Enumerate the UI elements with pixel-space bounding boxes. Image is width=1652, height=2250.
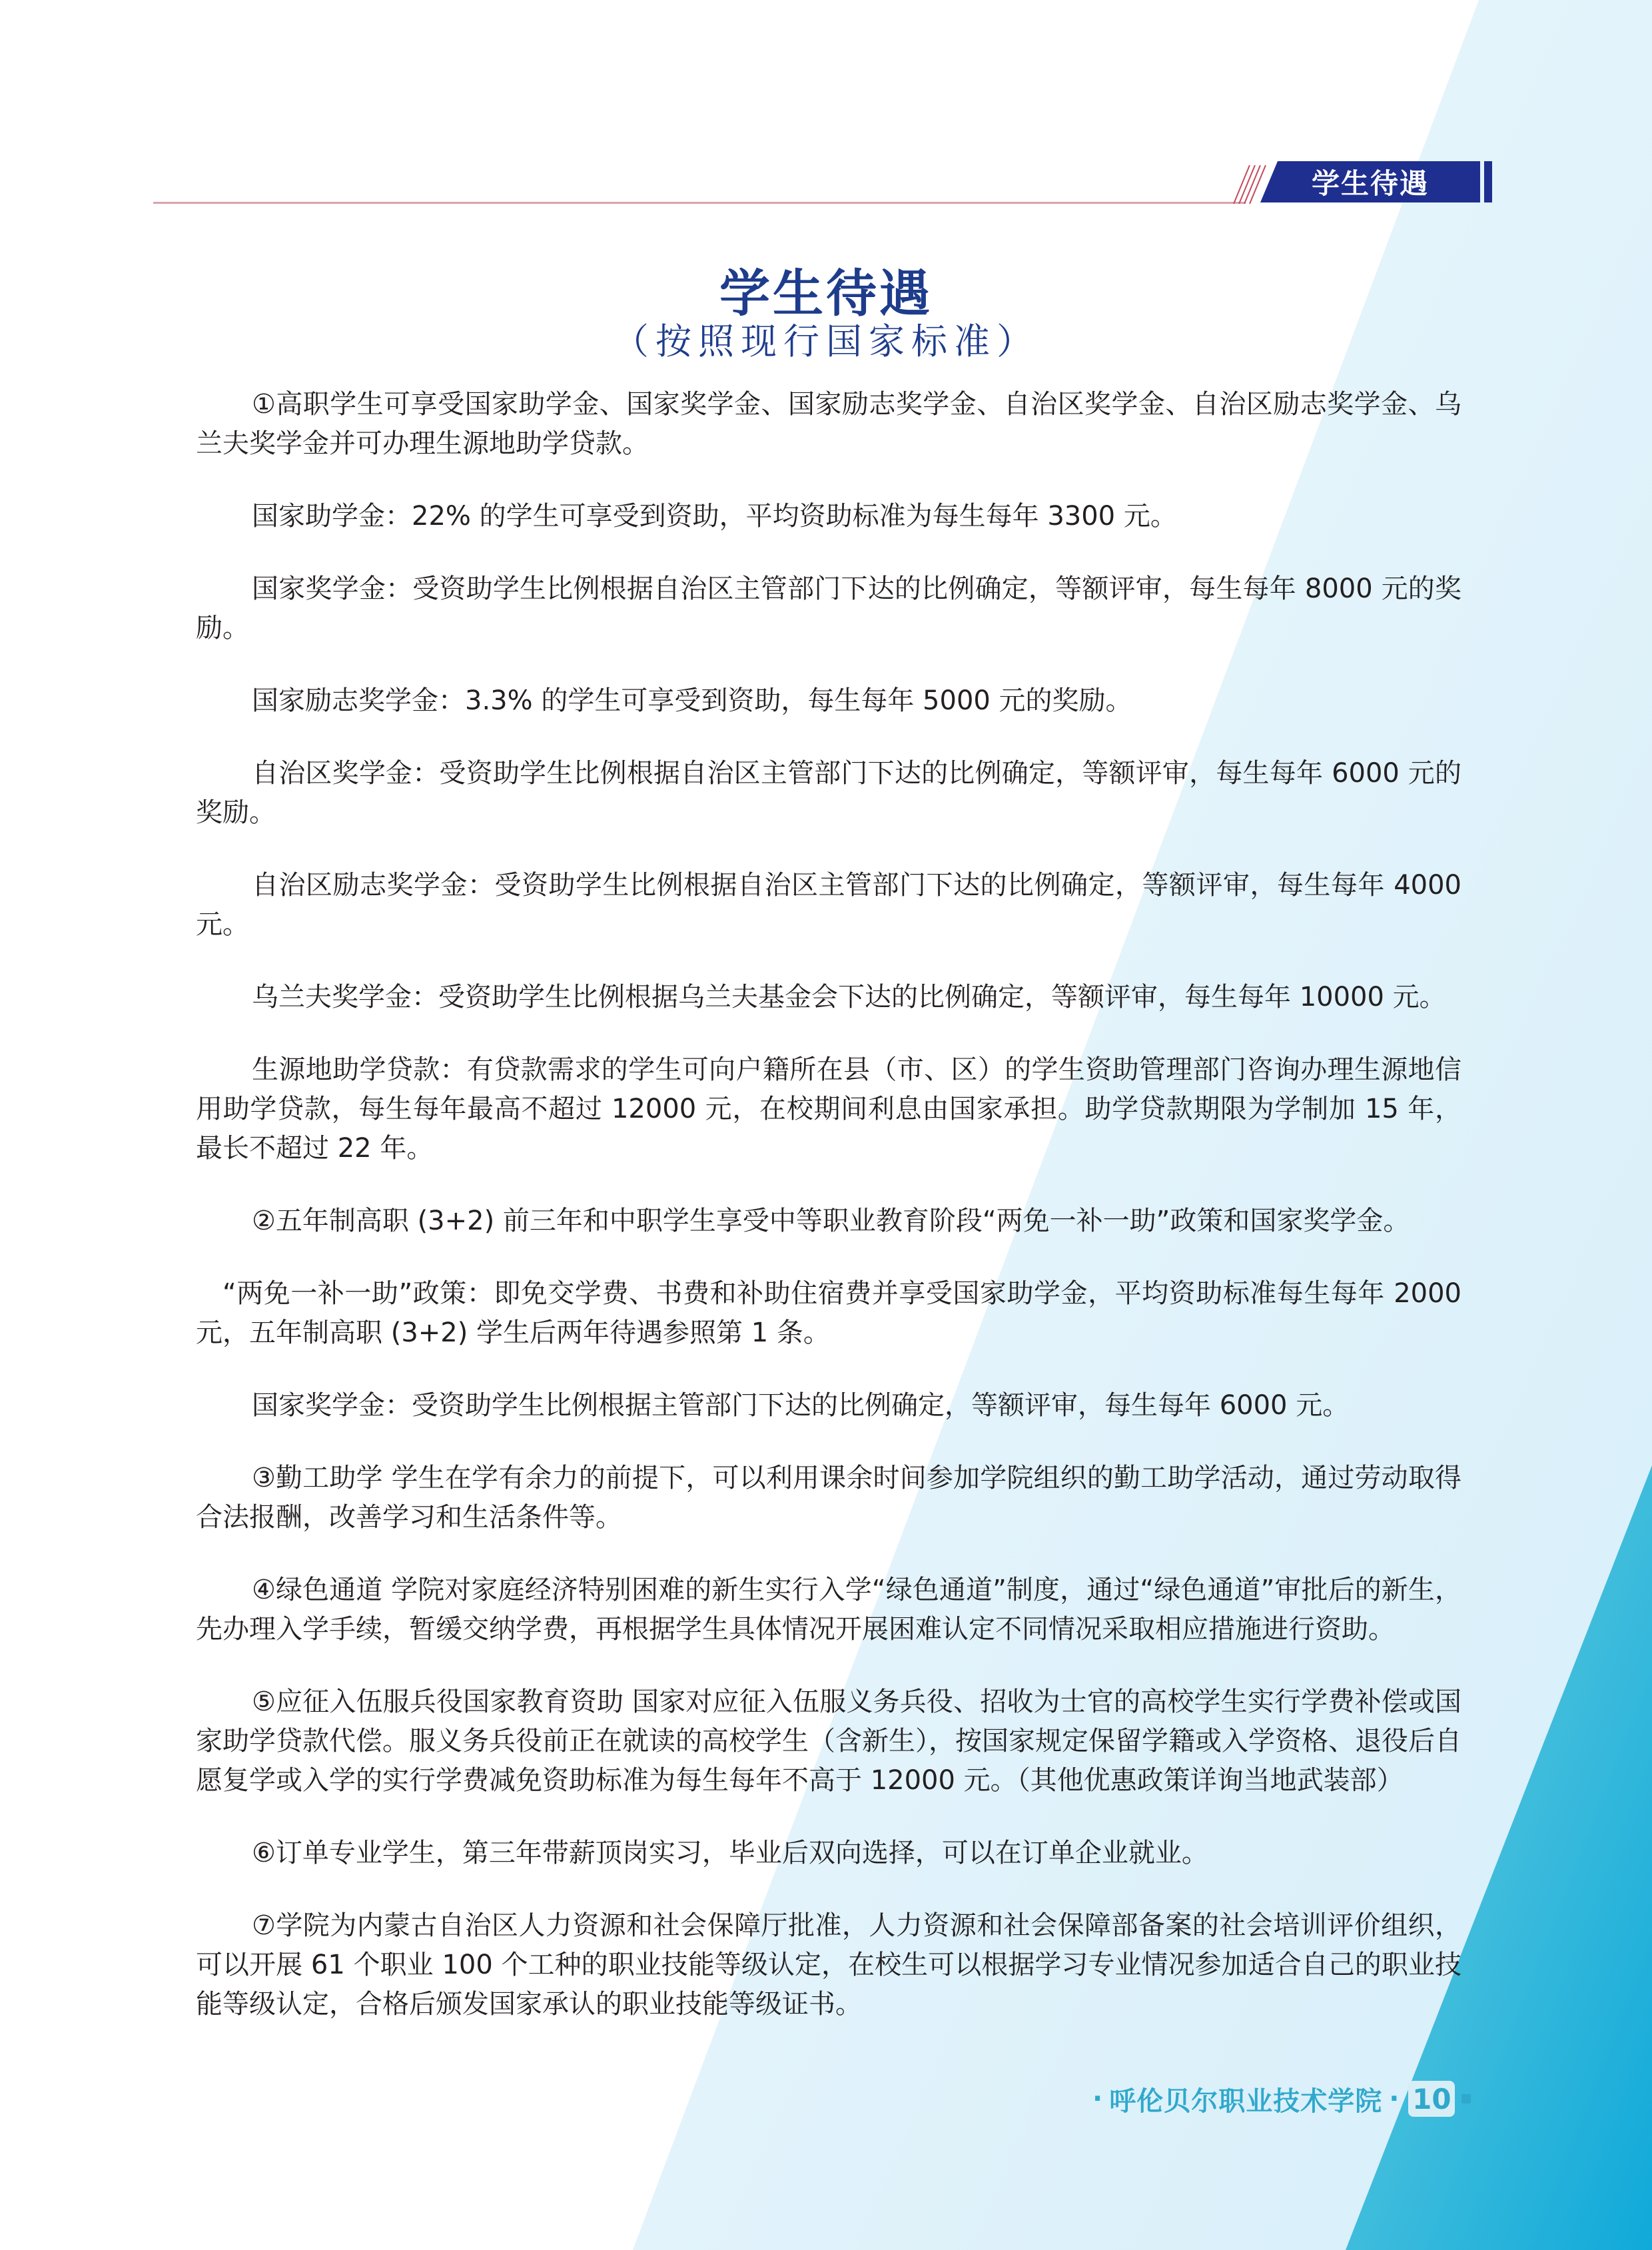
- paragraph-14: ⑤应征入伍服兵役国家教育资助 国家对应征入伍服义务兵役、招收为士官的高校学生实行学费补偿或国家助学贷款代偿。服义务兵役前正在就读的高校学生（含新生），按国家规定保留学籍或入学资格、退役后自愿复学或入学的实行学费减免资助标准为每生每年不高于 12000 元。（其他优惠政策详询当地武装部）: [196, 1687, 1461, 1796]
- paragraph-11: 国家奖学金：受资助学生比例根据主管部门下达的比例确定，等额评审，每生每年 6000 元。: [252, 1390, 1350, 1421]
- paragraph-3: 国家奖学金：受资助学生比例根据自治区主管部门下达的比例确定，等额评审，每生每年 8000 元的奖励。: [196, 573, 1461, 643]
- paragraph-1: ①高职学生可享受国家助学金、国家奖学金、国家励志奖学金、自治区奖学金、自治区励志奖学金、乌兰夫奖学金并可办理生源地助学贷款。: [196, 389, 1461, 459]
- paragraph-7: 乌兰夫奖学金：受资助学生比例根据乌兰夫基金会下达的比例确定，等额评审，每生每年 10000 元。: [252, 982, 1446, 1012]
- paragraph-2: 国家助学金：22% 的学生可享受到资助，平均资助标准为每生每年 3300 元。: [252, 501, 1177, 532]
- footer-separator-dot: ·: [1092, 2083, 1103, 2114]
- paragraph-15: ⑥订单专业学生，第三年带薪顶岗实习，毕业后双向选择，可以在订单企业就业。: [252, 1838, 1208, 1868]
- paragraph-4: 国家励志奖学金：3.3% 的学生可享受到资助，每生每年 5000 元的奖励。: [252, 685, 1132, 716]
- body-content: [196, 385, 1461, 2058]
- paragraph-5: 自治区奖学金：受资助学生比例根据自治区主管部门下达的比例确定，等额评审，每生每年 6000 元的奖励。: [196, 758, 1461, 828]
- header-tab-label: 学生待遇: [1311, 167, 1429, 200]
- paragraph-8: 生源地助学贷款：有贷款需求的学生可向户籍所在县（市、区）的学生资助管理部门咨询办理生源地信用助学贷款，每生每年最高不超过 12000 元，在校期间利息由国家承担。助学贷款期限为学制加 15 年，最长不超过 22 年。: [196, 1054, 1461, 1164]
- paragraph-6: 自治区励志奖学金：受资助学生比例根据自治区主管部门下达的比例确定，等额评审，每生每年 4000 元。: [196, 870, 1461, 940]
- paragraph-10: “两免一补一助”政策：即免交学费、书费和补助住宿费并享受国家助学金，平均资助标准每生每年 2000 元，五年制高职 (3+2) 学生后两年待遇参照第 1 条。: [196, 1278, 1461, 1348]
- paragraph-9: ②五年制高职 (3+2) 前三年和中职学生享受中等职业教育阶段“两免一补一助”政策和国家奖学金。: [252, 1206, 1410, 1236]
- header-section-tab: [1260, 161, 1480, 202]
- header-divider-line: [153, 202, 1246, 204]
- paragraph-12: ③勤工助学 学生在学有余力的前提下，可以利用课余时间参加学院组织的勤工助学活动，通过劳动取得合法报酬，改善学习和生活条件等。: [196, 1463, 1461, 1533]
- footer-separator-dot-2: ·: [1389, 2083, 1400, 2114]
- header-accent-bar: [1484, 161, 1492, 202]
- paragraph-16: ⑦学院为内蒙古自治区人力资源和社会保障厅批准，人力资源和社会保障部备案的社会培训评价组织，可以开展 61 个职业 100 个工种的职业技能等级认定，在校生可以根据学习专业情况参加适合自己的职业技能等级认定，合格后颁发国家承认的职业技能等级证书。: [196, 1910, 1461, 2020]
- page-title: 学生待遇: [719, 264, 933, 323]
- paragraph-13: ④绿色通道 学院对家庭经济特别困难的新生实行入学“绿色通道”制度，通过“绿色通道”审批后的新生，先办理入学手续，暂缓交纳学费，再根据学生具体情况开展困难认定不同情况采取相应措施进行资助。: [196, 1575, 1461, 1645]
- page-subtitle: （按照现行国家标准）: [613, 320, 1039, 362]
- page-number: 10: [1408, 2081, 1455, 2117]
- footer-school-name: 呼伦贝尔职业技术学院: [1109, 2085, 1383, 2117]
- footer-square-decoration: [1461, 2094, 1471, 2103]
- page-footer: [1092, 2078, 1492, 2119]
